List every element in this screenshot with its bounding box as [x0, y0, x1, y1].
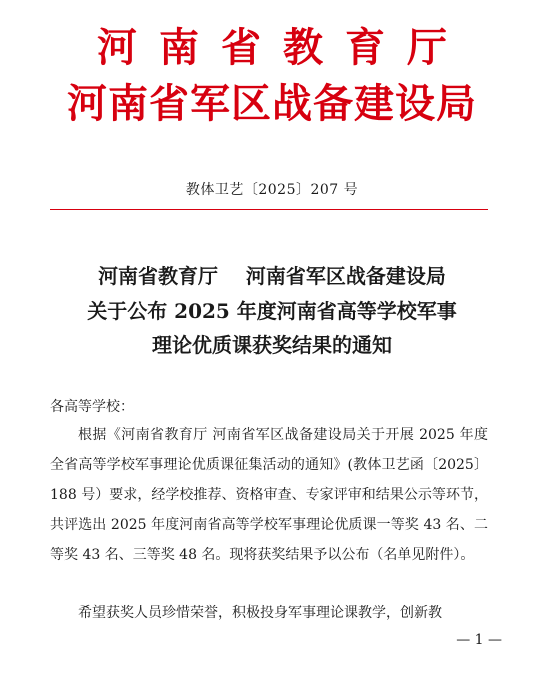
- issuer-name-education-department: 河南省教育厅: [97, 24, 469, 71]
- body-paragraph-2: 希望获奖人员珍惜荣誉，积极投身军事理论课教学，创新教: [78, 605, 442, 621]
- issuer-name-military-district-bureau: 河南省军区战备建设局: [67, 80, 477, 127]
- page-number: — 1 —: [456, 632, 502, 648]
- document-title-line-2: 关于公布 2025 年度河南省高等学校军事: [87, 299, 457, 323]
- document-title-line-3: 理论优质课获奖结果的通知: [152, 333, 392, 357]
- document-number: 教体卫艺〔2025〕207 号: [185, 182, 359, 198]
- red-separator-rule: [50, 209, 488, 210]
- document-title-line-1: 河南省教育厅 河南省军区战备建设局: [98, 264, 446, 288]
- body-paragraph-1: 根据《河南省教育厅 河南省军区战备建设局关于开展 2025 年度全省高等学校军事理论优质课征集活动的通知》(教体卫艺函〔2025〕188 号）要求，经学校推荐、资格审查、专家评审和结果公示等环节，共评选出 2025 年度河南省高等学校军事理论优质课一等奖 43 名、二等奖 43 名、三等奖 48 名。现将获奖结果予以公布（名单见附件）。: [50, 427, 488, 563]
- salutation: 各高等学校：: [50, 399, 134, 415]
